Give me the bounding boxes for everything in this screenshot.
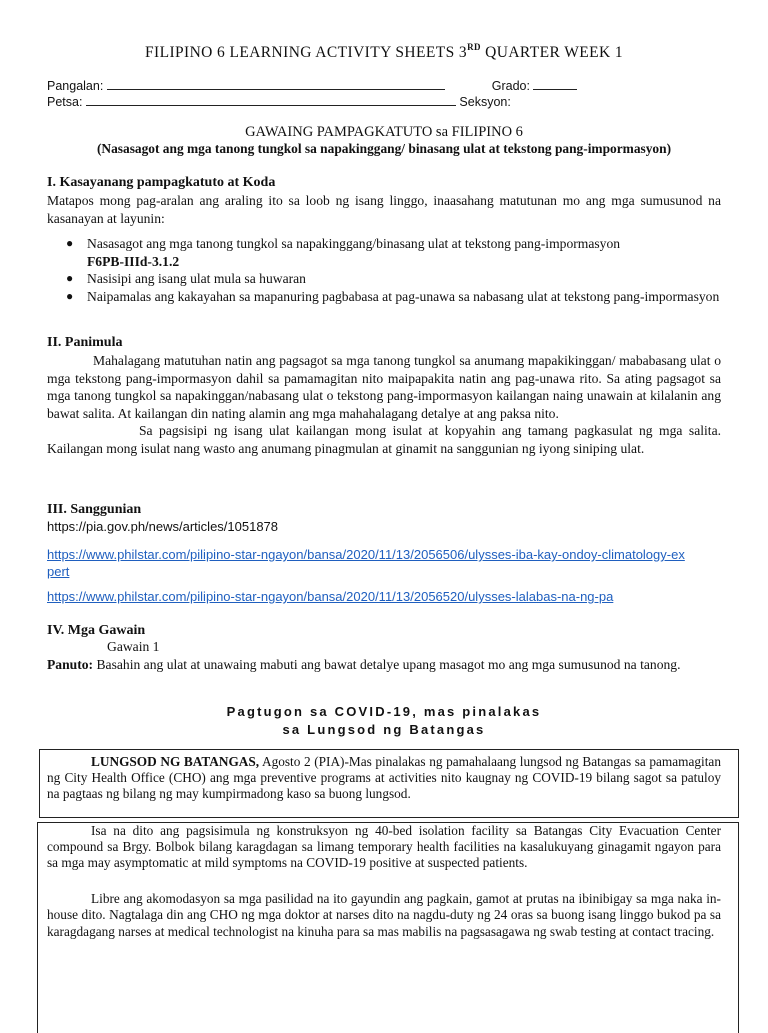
section-3-title: III. Sanggunian <box>47 502 142 517</box>
title-text: FILIPINO 6 LEARNING ACTIVITY SHEETS 3 <box>145 44 468 61</box>
panuto-label: Panuto: <box>47 657 94 672</box>
title-rest: QUARTER WEEK 1 <box>480 44 623 61</box>
intro-paragraph-2: Sa pagsisipi ng isang ulat kailangan mong isulat at kopyahin ang tamang pagkasulat ng mga salita. Kailangan mong isulat nang wasto ang anumang pinagmulan at ginamit na sanggunian ng iyong siniping ulat. <box>47 423 721 456</box>
list-item <box>66 288 721 306</box>
activity-heading: GAWAING PAMPAGKATUTO sa FILIPINO 6 <box>245 124 523 140</box>
objective-text: Naipamalas ang kakayahan sa mapanuring pagbabasa at pag-unawa sa nabasang ulat at tekstong pang-impormasyon <box>87 288 720 304</box>
bullet-icon: ● <box>66 288 74 303</box>
objective-text: Nasisipi ang isang ulat mula sa huwaran <box>87 271 306 286</box>
section-4-title: IV. Mga Gawain <box>47 623 146 638</box>
panuto <box>47 656 721 674</box>
article-title-line-1: Pagtugon sa COVID-19, mas pinalakas <box>226 704 542 719</box>
article-paragraph-2: Isa na dito ang pagsisimula ng konstruksyon ng 40-bed isolation facility sa Batangas City Evacuation Center compound sa Brgy. Bolbok bilang karagdagan sa limang temporary health facilities na kasalukuyang ginagamit ngayon para sa mga may asymptomatic at mild symptoms na COVID-19 positive at suspected patients. <box>47 822 721 871</box>
article-body <box>47 754 721 940</box>
objective-text: Nasasagot ang mga tanong tungkol sa napakinggang/binasang ulat at tekstong pang-impormasyon <box>87 236 621 251</box>
article-dateline: LUNGSOD NG BATANGAS, <box>91 754 260 769</box>
article-paragraph-3: Libre ang akomodasyon sa mga pasilidad na ito gayundin ang pagkain, gamot at prutas na ibinibigay sa mga naka in-house dito. Nagtalaga din ang CHO ng mga doktor at narses dito na nagdu-duty ng 24 oras sa buong isang linggo bukod pa sa karagdagang narses at medical technologist na kinuha para sa mas mabilis na pagsasagawa ng swab testing at contact tracing. <box>47 891 721 939</box>
section-2-body <box>47 352 721 457</box>
list-item <box>66 270 721 288</box>
petsa-label: Petsa: <box>47 95 83 109</box>
section-2-title: II. Panimula <box>47 335 123 350</box>
panuto-text: Basahin ang ulat at unawaing mabuti ang bawat detalye upang masagot mo ang mga sumusunod na tanong. <box>96 657 681 672</box>
bullet-icon: ● <box>66 271 74 285</box>
title-superscript: RD <box>467 42 481 52</box>
seksyon-label: Seksyon: <box>459 95 511 109</box>
objectives-list <box>66 235 721 305</box>
bullet-icon: ● <box>66 236 74 250</box>
reference-1: https://pia.gov.ph/news/articles/1051878 <box>47 519 279 534</box>
grado-label: Grado: <box>491 79 530 93</box>
pangalan-blank[interactable] <box>107 78 445 90</box>
article-paragraph-1 <box>47 754 721 803</box>
competency-code: F6PB-IIId-3.1.2 <box>87 253 180 269</box>
petsa-blank[interactable] <box>86 94 456 106</box>
activity-subheading: (Nasasagot ang mga tanong tungkol sa napakinggang/ binasang ulat at tekstong pang-impormasyon) <box>96 141 672 156</box>
grado-blank[interactable] <box>533 78 577 90</box>
pangalan-row <box>47 78 577 93</box>
section-1-title: I. Kasayanang pampagkatuto at Koda <box>47 175 276 190</box>
article-title-line-2: sa Lungsod ng Batangas <box>282 722 486 737</box>
reference-link-2[interactable]: https://www.philstar.com/pilipino-star-ngayon/bansa/2020/11/13/2056506/ulysses-iba-kay-ondoy-climatology-expert <box>47 547 685 579</box>
list-item <box>66 235 721 270</box>
gawain-label: Gawain 1 <box>107 639 160 654</box>
article-paragraph-1-text: Agosto 2 (PIA)-Mas pinalakas ng pamahalaang lungsod ng Batangas sa pamamagitan ng City Health Office (CHO) ang mga preventive programs at activities nito kaugnay ng COVID-19 bilang sagot sa patuloy na pagtaas ng bilang ng may kumpirmadong kaso sa buong lungsod. <box>47 754 721 802</box>
document-title <box>0 44 768 62</box>
reference-link-3[interactable]: https://www.philstar.com/pilipino-star-ngayon/bansa/2020/11/13/2056520/ulysses-lalabas-na-ng-pa <box>47 589 614 604</box>
petsa-row <box>47 94 511 109</box>
intro-paragraph-1: Mahalagang matutuhan natin ang pagsagot sa mga tanong tungkol sa anumang mapakikinggan/ mababasang ulat o mga tekstong pang-impormasyon dahil sa pamamagitan nito maipapakita natin ang pag-unawa rito. Sa ating pagsagot sa mga tanong tungkol sa napakinggan/nabasang ulat o tekstong pang-impormasyon kailangan naing unawain at kilalanin ang bawat salita. At kailangan din nating alamin ang mga mahahalagang detalye at ang paksa nito. <box>47 353 721 421</box>
section-1-intro: Matapos mong pag-aralan ang araling ito sa loob ng isang linggo, inaasahang matutunan mo ang mga sumusunod na kasanayan at layunin: <box>47 193 721 226</box>
pangalan-label: Pangalan: <box>47 79 104 93</box>
